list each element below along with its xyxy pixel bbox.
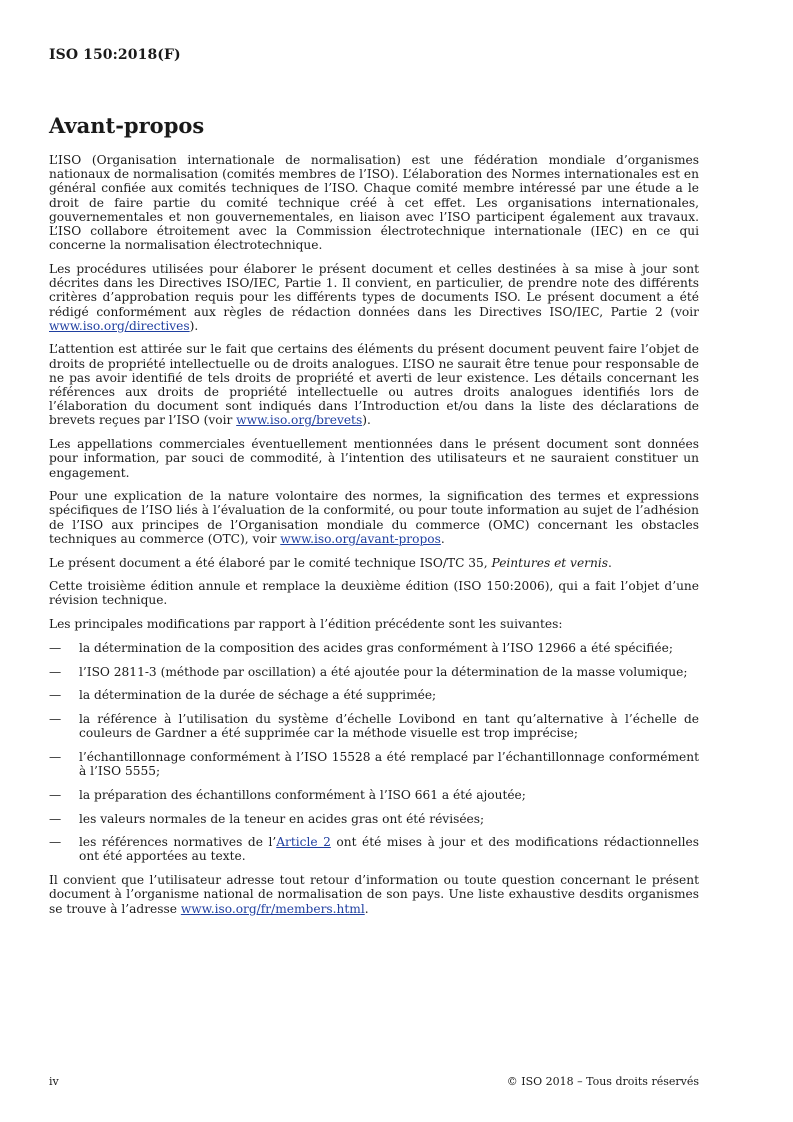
dash-bullet: —: [49, 664, 62, 679]
list-item: [49, 712, 699, 740]
list-item-text: la détermination de la durée de séchage a été supprimée;: [79, 688, 437, 703]
paragraph-text: Pour une explication de la nature volontaire des normes, la signification des termes et expressions spécifiques de l’ISO liés à l’évaluation de la conformité, ou pour toute information au sujet de l’adhésion de l’ISO aux principes de l’Organisation mondiale du commerce (OMC) concernant les obstacles techniques au commerce (OTC), voir: [49, 489, 699, 546]
list-item: [49, 688, 699, 702]
list-item-text: la référence à l’utilisation du système d’échelle Lovibond en tant qu’alternative à l’échelle de couleurs de Gardner a été supprimée car la méthode visuelle est trop imprécise;: [79, 712, 699, 741]
paragraph-voluntary-nature: [49, 489, 699, 546]
list-item-text: la préparation des échantillons conformément à l’ISO 661 a été ajoutée;: [79, 787, 526, 802]
list-item: [49, 835, 699, 863]
paragraph-text: Le présent document a été élaboré par le comité technique ISO/TC 35,: [49, 555, 492, 570]
list-item: [49, 665, 699, 679]
dash-bullet: —: [49, 811, 62, 826]
paragraph-text-end: .: [607, 555, 612, 570]
committee-name: Peintures et vernis: [491, 555, 608, 570]
paragraph-changes-intro: Les principales modifications par rapport à l’édition précédente sont les suivantes:: [49, 617, 563, 632]
paragraph-edition: Cette troisième édition annule et remplace la deuxième édition (ISO 150:2006), qui a fait l’objet d’une révision technique.: [49, 579, 699, 608]
dash-bullet: —: [49, 640, 62, 655]
list-item: [49, 788, 699, 802]
paragraph-text-end: ).: [189, 318, 199, 333]
directives-link[interactable]: www.iso.org/directives: [49, 318, 190, 333]
list-item: [49, 812, 699, 826]
dash-bullet: —: [49, 787, 62, 802]
paragraph-text-end: .: [364, 901, 369, 916]
copyright-notice: © ISO 2018 – Tous droits réservés: [506, 1075, 699, 1088]
dash-bullet: —: [49, 835, 62, 850]
foreword-link[interactable]: www.iso.org/avant-propos: [280, 531, 441, 546]
changes-list: [49, 641, 699, 864]
paragraph-feedback: [49, 873, 699, 916]
paragraph-text-end: .: [440, 531, 445, 546]
document-body: [49, 153, 699, 925]
list-item-text: la détermination de la composition des acides gras conformément à l’ISO 12966 a été spécifiée;: [79, 640, 673, 655]
list-item-text: les valeurs normales de la teneur en acides gras ont été révisées;: [79, 811, 485, 826]
paragraph-text: L’attention est attirée sur le fait que certains des éléments du présent document peuvent faire l’objet de droits de propriété intellectuelle ou de droits analogues. L’ISO ne saurait être tenue pour responsable de ne pas avoir identifié de tels droits de propriété et averti de leur existence. Les détails concernant les références aux droits de propriété intellectuelle ou autres droits analogues identifiés lors de l’élaboration du document sont indiqués dans l’Introduction et/ou dans la liste des déclarations de brevets reçues par l’ISO (voir: [49, 342, 699, 428]
dash-bullet: —: [49, 712, 62, 726]
paragraph-trade-names: Les appellations commerciales éventuellement mentionnées dans le présent document sont données pour information, par souci de commodité, à l’intention des utilisateurs et ne sauraient constituer un engagement.: [49, 437, 699, 480]
list-item-text: les références normatives de l’: [79, 835, 277, 850]
list-item-text-end: ont été mises à jour et des modifications rédactionnelles ont été apportées au texte.: [79, 835, 699, 864]
paragraph-text-end: ).: [362, 413, 371, 428]
list-item-text: l’ISO 2811-3 (méthode par oscillation) a été ajoutée pour la détermination de la masse volumique;: [79, 664, 688, 679]
paragraph-text: Les procédures utilisées pour élaborer le présent document et celles destinées à sa mise à jour sont décrites dans les Directives ISO/IEC, Partie 1. Il convient, en particulier, de prendre note des différents critères d’approbation requis pour les différents types de documents ISO. Le présent document a été rédigé conformément aux règles de rédaction données dans les Directives ISO/IEC, Partie 2 (voir: [49, 261, 699, 319]
list-item: [49, 750, 699, 778]
list-item: [49, 641, 699, 655]
patents-link[interactable]: www.iso.org/brevets: [236, 413, 363, 428]
paragraph-committee: [49, 556, 699, 570]
list-item-text: l’échantillonnage conformément à l’ISO 15528 a été remplacé par l’échantillonnage conformément à l’ISO 5555;: [79, 749, 699, 779]
paragraph-text: Il convient que l’utilisateur adresse tout retour d’information ou toute question concernant le présent document à l’organisme national de normalisation de son pays. Une liste exhaustive desdits organismes se trouve à l’adresse: [49, 873, 699, 916]
article-2-link[interactable]: Article 2: [276, 835, 331, 850]
page-number: iv: [49, 1075, 59, 1088]
dash-bullet: —: [49, 688, 62, 703]
paragraph-procedures: [49, 262, 699, 333]
paragraph-iso-intro: L’ISO (Organisation internationale de normalisation) est une fédération mondiale d’organismes nationaux de normalisation (comités membres de l’ISO). L’élaboration des Normes internationales est en général confiée aux comités techniques de l’ISO. Chaque comité membre intéressé par une étude a le droit de faire partie du comité technique créé à cet effet. Les organisations internationales, gouvernementales et non gouvernementales, en liaison avec l’ISO participent également aux travaux. L’ISO collabore étroitement avec la Commission électrotechnique internationale (IEC) en ce qui concerne la normalisation électrotechnique.: [49, 153, 699, 253]
members-link[interactable]: www.iso.org/fr/members.html: [180, 901, 365, 916]
page-title: Avant-propos: [49, 113, 205, 138]
document-header: ISO 150:2018(F): [49, 47, 181, 63]
paragraph-patents: [49, 342, 699, 427]
dash-bullet: —: [49, 749, 62, 764]
